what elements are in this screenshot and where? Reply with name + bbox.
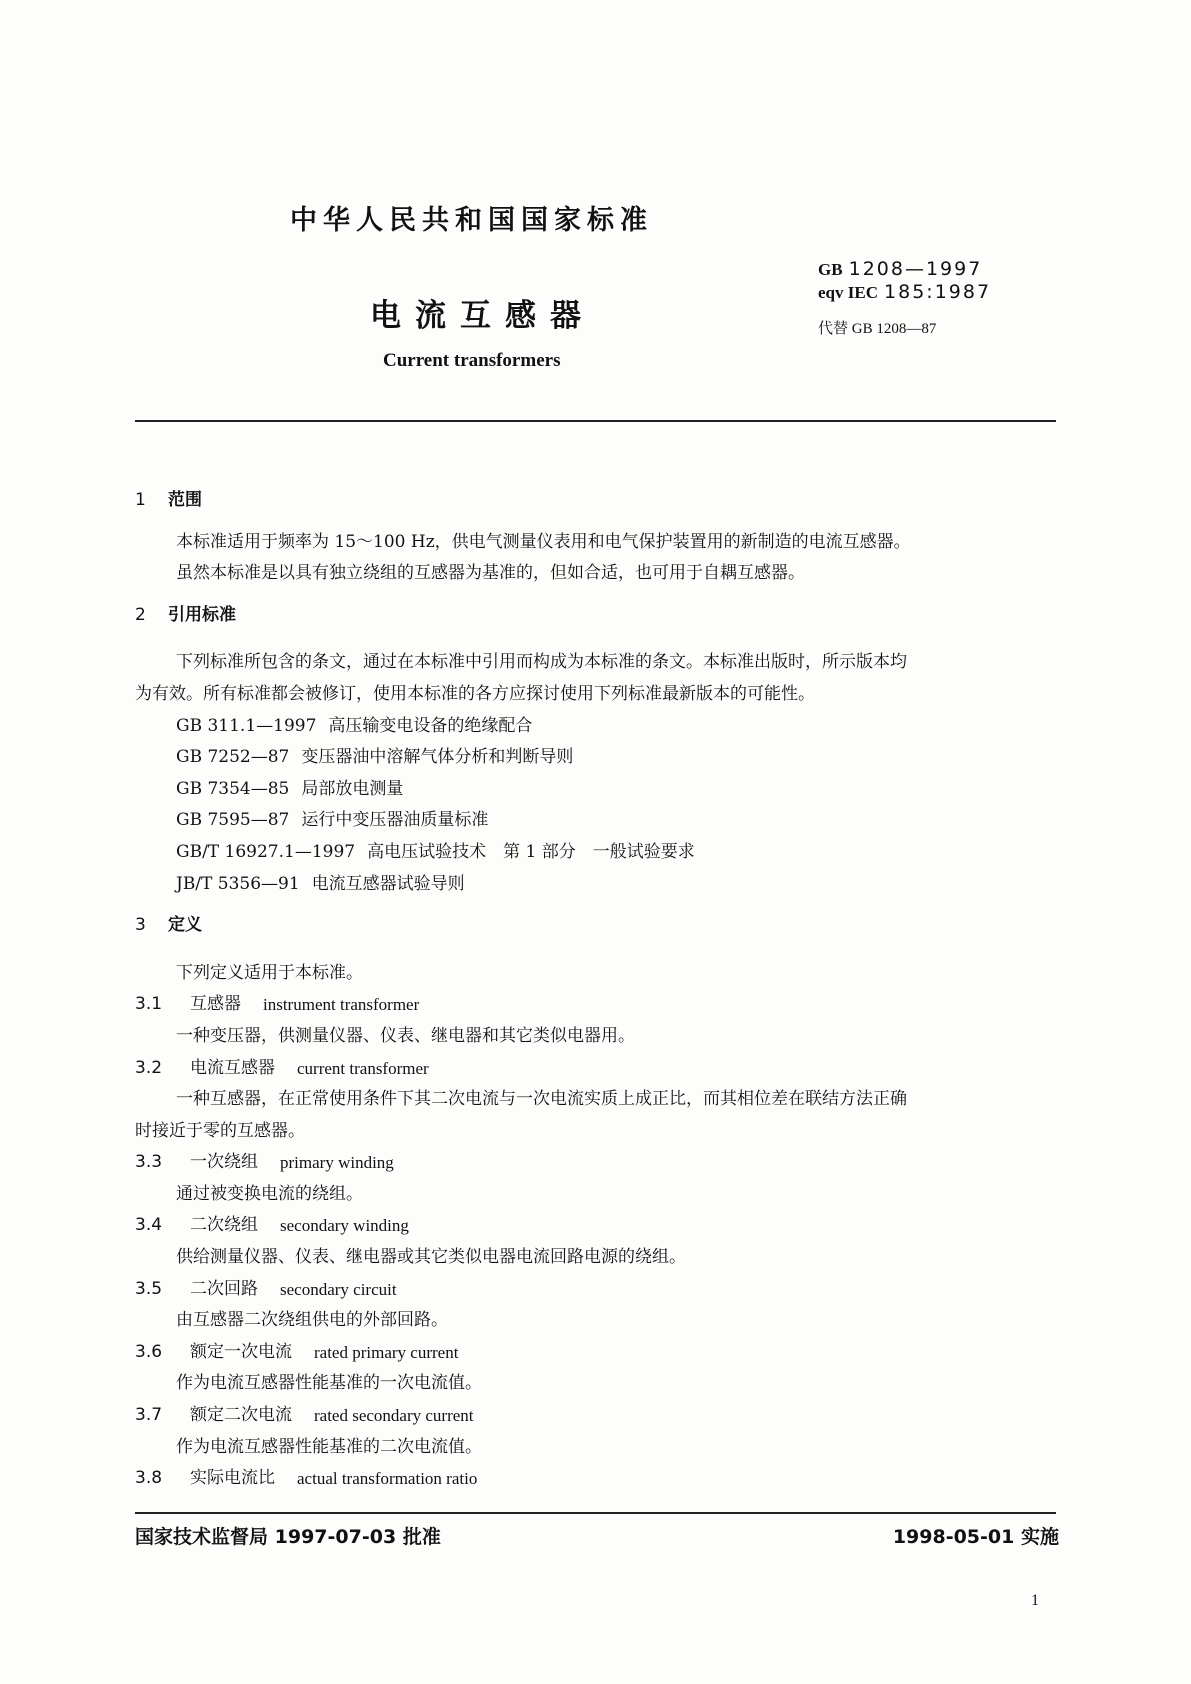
standard-number-block xyxy=(818,258,991,340)
national-standard-title: 中华人民共和国国家标准 xyxy=(290,205,653,236)
definition-heading: 3.8 实际电流比 actual transformation ratio xyxy=(135,1468,478,1489)
document-subtitle: Current transformers xyxy=(383,350,561,371)
reference-item: GB 7595—87 运行中变压器油质量标准 xyxy=(176,810,489,831)
section-heading-definitions: 3 定义 xyxy=(135,915,202,936)
definition-heading: 3.1 互感器 instrument transformer xyxy=(135,994,420,1015)
replaces-standard: 代替 GB 1208—87 xyxy=(818,321,937,337)
paragraph: 本标准适用于频率为 15～100 Hz，供电气测量仪表用和电气保护装置用的新制造的电流互感器。 xyxy=(176,531,911,552)
definition-body: 作为电流互感器性能基准的二次电流值。 xyxy=(176,1436,482,1457)
page-number: 1 xyxy=(1031,1592,1039,1609)
definition-body: 通过被变换电流的绕组。 xyxy=(176,1183,363,1204)
definition-heading: 3.7 额定二次电流 rated secondary current xyxy=(135,1405,474,1426)
reference-item: GB 7252—87 变压器油中溶解气体分析和判断导则 xyxy=(176,747,574,768)
definition-body: 一种互感器，在正常使用条件下其二次电流与一次电流实质上成正比，而其相位差在联结方法正确 xyxy=(176,1089,907,1110)
definition-heading: 3.2 电流互感器 current transformer xyxy=(135,1057,429,1078)
definition-body: 作为电流互感器性能基准的一次电流值。 xyxy=(176,1373,482,1394)
definition-heading: 3.5 二次回路 secondary circuit xyxy=(135,1278,397,1299)
section-heading-scope: 1 范围 xyxy=(135,490,202,510)
standard-code: GB 1208—1997 xyxy=(818,258,983,280)
definition-body: 供给测量仪器、仪表、继电器或其它类似电器电流回路电源的绕组。 xyxy=(176,1247,686,1268)
header-divider xyxy=(135,420,1056,422)
definition-heading: 3.3 一次绕组 primary winding xyxy=(135,1152,394,1173)
definition-heading: 3.4 二次绕组 secondary winding xyxy=(135,1215,409,1236)
reference-item: GB 7354—85 局部放电测量 xyxy=(176,778,404,799)
approval-line: 国家技术监督局 1997-07-03 批准 xyxy=(135,1526,441,1548)
reference-item: GB/T 16927.1—1997 高电压试验技术 第 1 部分 一般试验要求 xyxy=(176,841,695,862)
definition-body: 由互感器二次绕组供电的外部回路。 xyxy=(176,1310,448,1331)
document-body xyxy=(135,485,1060,1495)
footer-divider xyxy=(135,1512,1056,1514)
paragraph: 下列标准所包含的条文，通过在本标准中引用而构成为本标准的条文。本标准出版时，所示版本均 xyxy=(176,652,907,673)
paragraph: 下列定义适用于本标准。 xyxy=(176,962,363,983)
reference-item: GB 311.1—1997 高压输变电设备的绝缘配合 xyxy=(176,715,533,736)
section-heading-references: 2 引用标准 xyxy=(135,604,236,625)
definition-heading: 3.6 额定一次电流 rated primary current xyxy=(135,1341,459,1362)
reference-item: JB/T 5356—91 电流互感器试验导则 xyxy=(176,873,465,894)
definition-body: 时接近于零的互感器。 xyxy=(135,1120,305,1141)
definition-body: 一种变压器，供测量仪器、仪表、继电器和其它类似电器用。 xyxy=(176,1025,635,1046)
equivalent-standard: eqv IEC 185:1987 xyxy=(818,281,992,303)
paragraph: 虽然本标准是以具有独立绕组的互感器为基准的，但如合适，也可用于自耦互感器。 xyxy=(176,563,805,584)
document-title: 电流互感器 xyxy=(370,298,595,334)
implementation-line: 1998-05-01 实施 xyxy=(892,1526,1059,1548)
paragraph: 为有效。所有标准都会被修订，使用本标准的各方应探讨使用下列标准最新版本的可能性。 xyxy=(135,683,815,704)
